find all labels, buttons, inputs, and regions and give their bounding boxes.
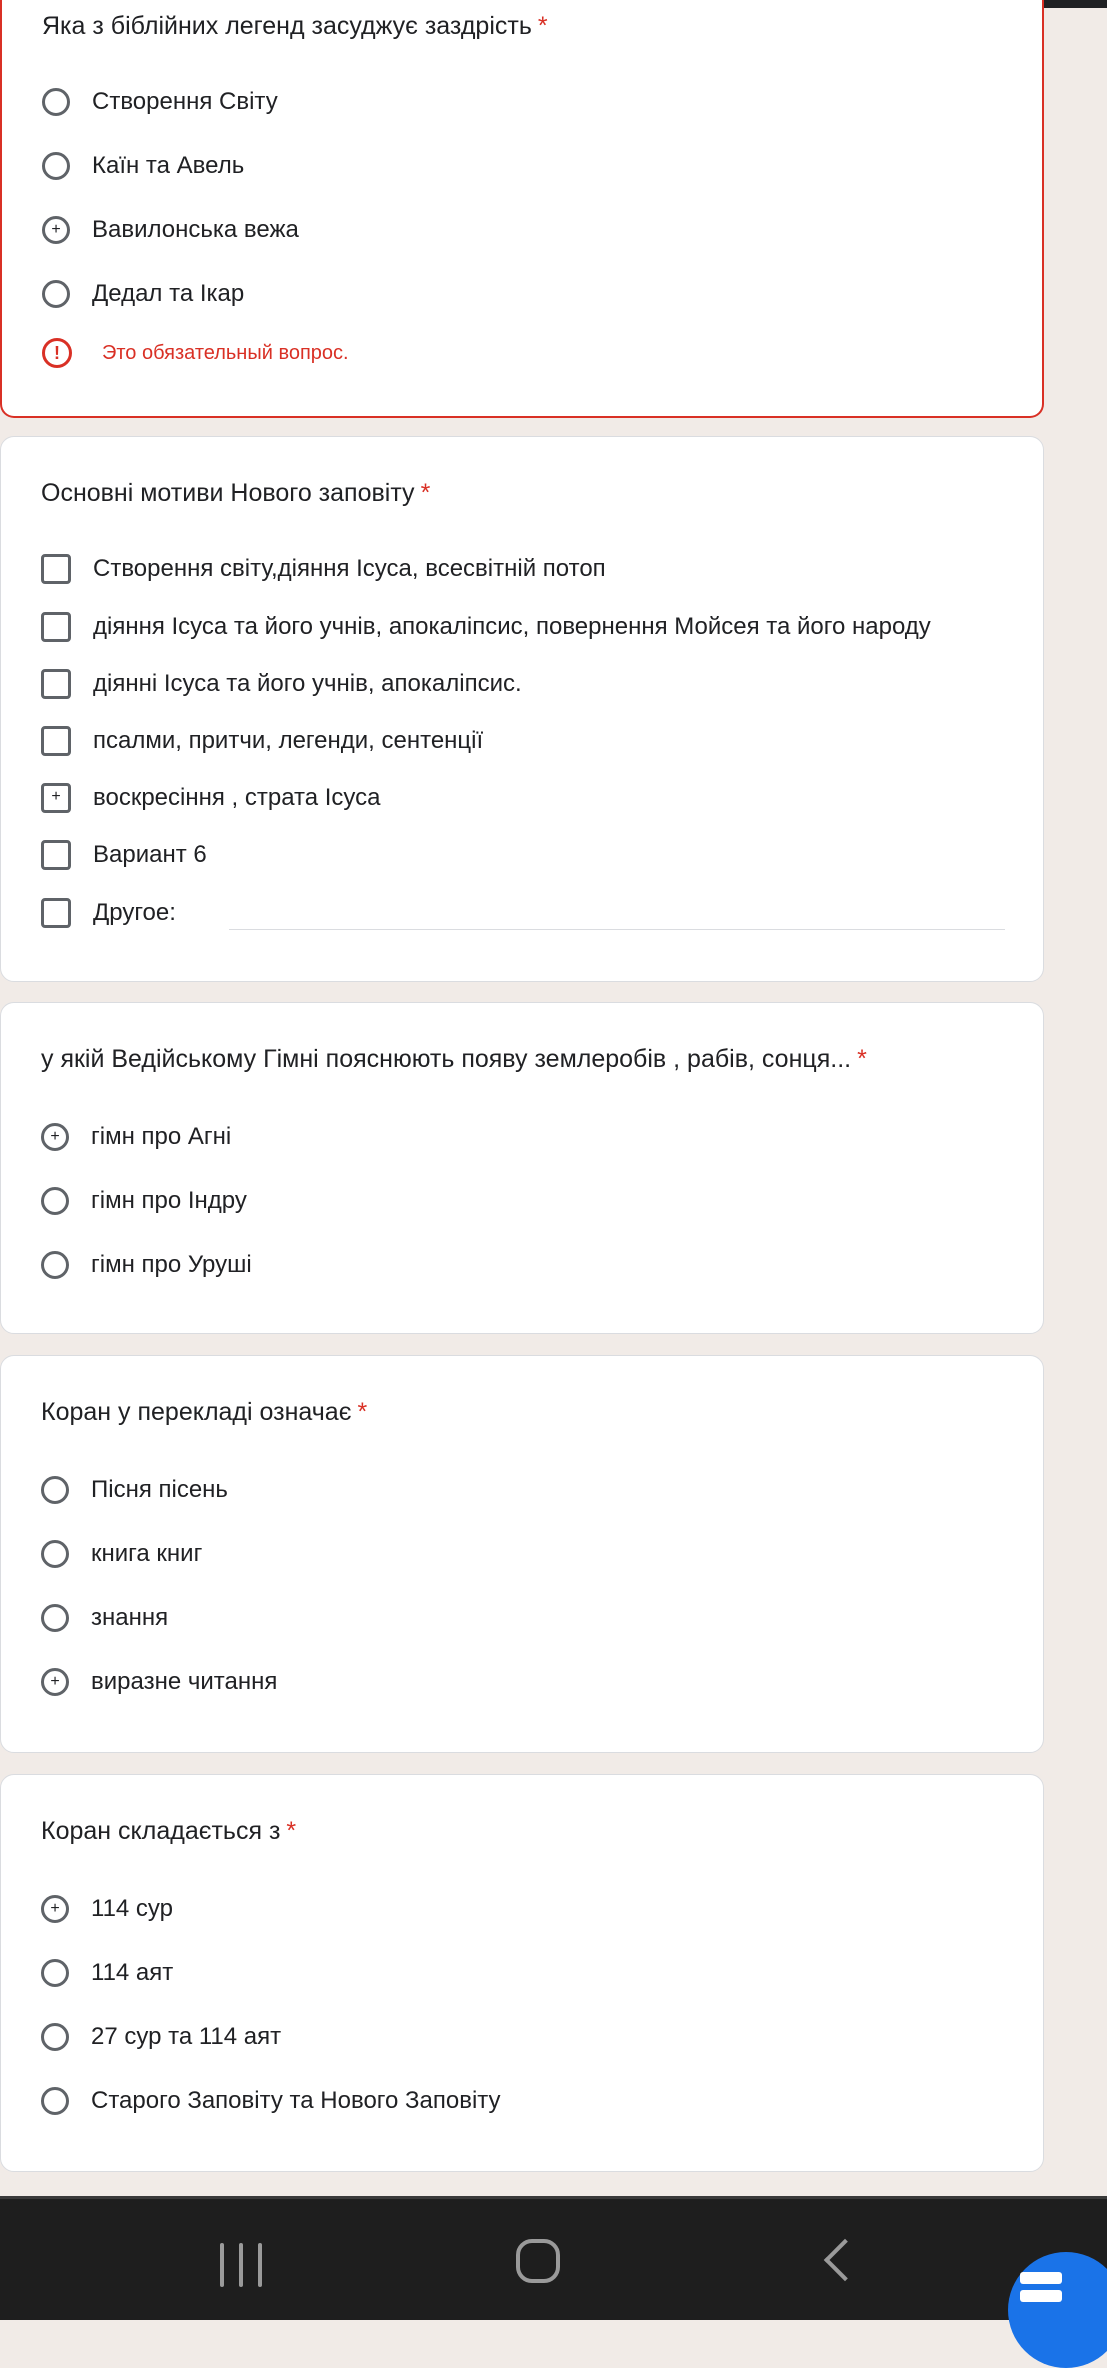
radio-option-marked[interactable] — [41, 1891, 173, 1927]
option-label: Вариант 6 — [93, 841, 207, 868]
question-title-text: Основні мотиви Нового заповіту — [41, 479, 415, 507]
radio-option[interactable] — [41, 2019, 281, 2055]
question-title — [41, 1817, 296, 1846]
checkbox[interactable] — [41, 726, 71, 756]
menu-bar-icon — [1020, 2272, 1062, 2284]
radio-button[interactable] — [41, 1540, 69, 1568]
question-title — [42, 12, 548, 41]
question-title-text: Коран у перекладі означає — [41, 1398, 352, 1426]
option-label: Другое: — [93, 899, 176, 926]
checkbox[interactable] — [41, 898, 71, 928]
option-label: гімн про Індру — [91, 1187, 247, 1214]
checkbox[interactable] — [41, 554, 71, 584]
radio-option[interactable] — [41, 1536, 202, 1572]
radio-button[interactable] — [41, 1187, 69, 1215]
checkbox[interactable] — [41, 669, 71, 699]
question-title-text: Яка з біблійних легенд засуджує заздрість — [42, 12, 532, 40]
question-card-1 — [0, 0, 1044, 418]
checkbox-option[interactable] — [41, 666, 522, 702]
required-asterisk: * — [537, 12, 548, 40]
option-label: діяння Ісуса та його учнів, апокаліпсис, повернення Мойсея та його народу — [93, 613, 931, 640]
question-title — [41, 1045, 867, 1074]
question-title — [41, 479, 430, 508]
option-label: гімн про Агні — [91, 1123, 232, 1150]
radio-option-marked[interactable] — [42, 212, 299, 248]
plus-marker-icon: + — [50, 1673, 60, 1690]
checkbox-option[interactable] — [41, 723, 483, 759]
error-message: Это обязательный вопрос. — [102, 341, 349, 364]
radio-button[interactable] — [41, 1476, 69, 1504]
question-title — [41, 1398, 367, 1427]
plus-marker-icon: + — [50, 1900, 60, 1917]
checkbox-option[interactable] — [41, 551, 606, 587]
question-title-text: Коран складається з — [41, 1817, 281, 1845]
option-label: виразне читання — [91, 1668, 278, 1695]
system-navigation-bar — [0, 2196, 1107, 2320]
radio-option[interactable] — [41, 2083, 501, 2119]
other-text-input[interactable] — [229, 929, 1005, 930]
option-label: книга книг — [91, 1540, 203, 1567]
radio-button[interactable] — [42, 216, 70, 244]
option-label: воскресіння , страта Ісуса — [93, 784, 381, 811]
option-label: гімн про Уруші — [91, 1251, 252, 1278]
home-icon[interactable] — [516, 2239, 560, 2283]
required-asterisk: * — [857, 1045, 867, 1073]
option-label: 114 сур — [91, 1895, 174, 1922]
radio-option[interactable] — [41, 1183, 247, 1219]
plus-marker-icon: + — [51, 788, 61, 805]
option-label: Створення Світу — [92, 88, 278, 115]
plus-marker-icon: + — [51, 221, 61, 238]
menu-bar-icon — [1020, 2290, 1062, 2302]
radio-option[interactable] — [41, 1600, 168, 1636]
option-label: Дедал та Ікар — [92, 280, 245, 307]
required-asterisk: * — [286, 1817, 297, 1845]
checkbox-option-marked[interactable] — [41, 780, 381, 816]
radio-button[interactable] — [41, 2023, 69, 2051]
question-card-5 — [0, 1774, 1044, 2172]
question-card-2 — [0, 436, 1044, 982]
option-label: Пісня пісень — [91, 1476, 228, 1503]
radio-option[interactable] — [41, 1472, 228, 1508]
checkbox[interactable] — [41, 783, 71, 813]
radio-button[interactable] — [41, 2087, 69, 2115]
question-card-4 — [0, 1355, 1044, 1753]
radio-option-marked[interactable] — [41, 1664, 277, 1700]
option-label: діянні Ісуса та його учнів, апокаліпсис. — [93, 670, 522, 697]
radio-option[interactable] — [42, 84, 278, 120]
radio-button[interactable] — [42, 280, 70, 308]
radio-button[interactable] — [41, 1251, 69, 1279]
radio-option[interactable] — [42, 276, 244, 312]
radio-option[interactable] — [42, 148, 244, 184]
plus-marker-icon: + — [50, 1128, 60, 1145]
option-label: Старого Заповіту та Нового Заповіту — [91, 2087, 501, 2114]
recent-apps-icon[interactable] — [220, 2243, 262, 2287]
floating-menu-button[interactable] — [1008, 2252, 1107, 2368]
radio-button[interactable] — [41, 1123, 69, 1151]
question-title-text: у якій Ведійському Гімні пояснюють появу землеробів , рабів, сонця... — [41, 1045, 852, 1073]
radio-option-marked[interactable] — [41, 1119, 231, 1155]
option-label: псалми, притчи, легенди, сентенції — [93, 727, 484, 754]
option-label: 114 аят — [91, 1959, 174, 1986]
checkbox[interactable] — [41, 612, 71, 642]
error-exclamation-icon: ! — [42, 338, 72, 368]
radio-button[interactable] — [42, 88, 70, 116]
radio-option[interactable] — [41, 1247, 252, 1283]
option-label: Каїн та Авель — [92, 152, 245, 179]
radio-button[interactable] — [41, 1668, 69, 1696]
checkbox-option-other[interactable] — [41, 895, 176, 931]
radio-button[interactable] — [42, 152, 70, 180]
required-error — [42, 338, 349, 368]
radio-button[interactable] — [41, 1895, 69, 1923]
question-card-3 — [0, 1002, 1044, 1334]
checkbox-option[interactable] — [41, 837, 207, 873]
back-chevron-icon[interactable] — [824, 2239, 866, 2281]
required-asterisk: * — [357, 1398, 368, 1426]
option-label: 27 сур та 114 аят — [91, 2023, 282, 2050]
radio-button[interactable] — [41, 1604, 69, 1632]
required-asterisk: * — [420, 479, 431, 507]
radio-button[interactable] — [41, 1959, 69, 1987]
option-label: Вавилонська вежа — [92, 216, 299, 243]
option-label: Створення світу,діяння Ісуса, всесвітній потоп — [93, 555, 606, 582]
option-label: знання — [91, 1604, 169, 1631]
radio-option[interactable] — [41, 1955, 173, 1991]
checkbox[interactable] — [41, 840, 71, 870]
checkbox-option[interactable] — [41, 609, 931, 645]
